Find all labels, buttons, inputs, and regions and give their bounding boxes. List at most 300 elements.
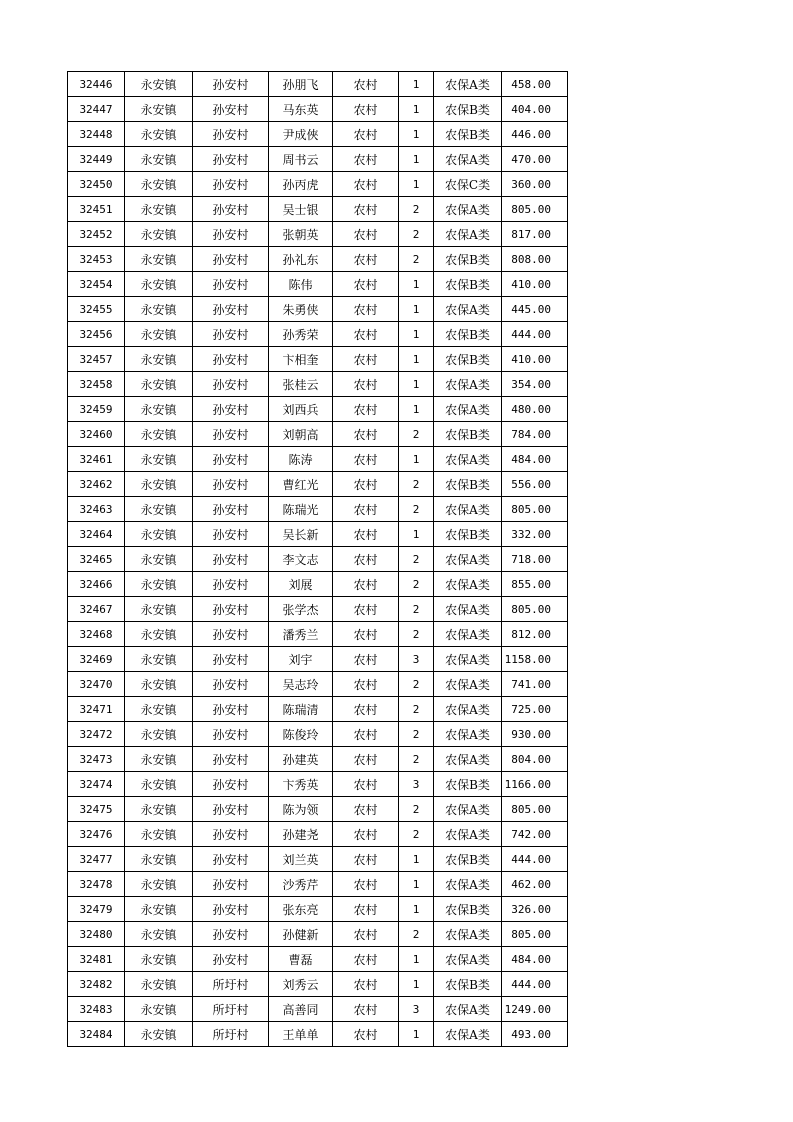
record-id-cell: 32464 [68,522,125,547]
area-type-cell: 农村 [333,72,399,97]
village-cell: 孙安村 [193,197,269,222]
household-size-cell: 1 [399,147,434,172]
table-row [68,597,568,622]
town-cell: 永安镇 [125,272,193,297]
record-id-cell: 32470 [68,672,125,697]
table-row [68,1022,568,1047]
amount-cell: 480.00 [502,397,568,422]
amount-cell: 354.00 [502,372,568,397]
amount-cell: 805.00 [502,197,568,222]
insurance-class-cell: 农保A类 [434,72,502,97]
table-row [68,497,568,522]
area-type-cell: 农村 [333,922,399,947]
insurance-class-cell: 农保B类 [434,272,502,297]
amount-cell: 462.00 [502,872,568,897]
village-cell: 孙安村 [193,847,269,872]
person-name-cell: 陈俊玲 [269,722,333,747]
town-cell: 永安镇 [125,147,193,172]
record-id-cell: 32465 [68,547,125,572]
amount-cell: 725.00 [502,697,568,722]
table-row [68,347,568,372]
record-id-cell: 32461 [68,447,125,472]
household-size-cell: 3 [399,647,434,672]
village-cell: 孙安村 [193,597,269,622]
amount-cell: 718.00 [502,547,568,572]
record-id-cell: 32476 [68,822,125,847]
area-type-cell: 农村 [333,572,399,597]
town-cell: 永安镇 [125,797,193,822]
amount-cell: 484.00 [502,947,568,972]
household-size-cell: 2 [399,922,434,947]
village-cell: 孙安村 [193,522,269,547]
village-cell: 所圩村 [193,1022,269,1047]
area-type-cell: 农村 [333,672,399,697]
amount-cell: 444.00 [502,847,568,872]
household-size-cell: 2 [399,822,434,847]
area-type-cell: 农村 [333,797,399,822]
table-row [68,947,568,972]
person-name-cell: 吴志玲 [269,672,333,697]
insurance-class-cell: 农保A类 [434,822,502,847]
table-row [68,397,568,422]
town-cell: 永安镇 [125,322,193,347]
household-size-cell: 1 [399,272,434,297]
town-cell: 永安镇 [125,747,193,772]
record-id-cell: 32457 [68,347,125,372]
household-size-cell: 1 [399,447,434,472]
record-id-cell: 32472 [68,722,125,747]
record-id-cell: 32459 [68,397,125,422]
village-cell: 孙安村 [193,922,269,947]
table-row [68,147,568,172]
person-name-cell: 孙丙虎 [269,172,333,197]
village-cell: 所圩村 [193,972,269,997]
village-cell: 孙安村 [193,97,269,122]
table-row [68,547,568,572]
table-row [68,922,568,947]
record-id-cell: 32478 [68,872,125,897]
table-row [68,697,568,722]
table-row [68,897,568,922]
amount-cell: 446.00 [502,122,568,147]
record-id-cell: 32482 [68,972,125,997]
household-size-cell: 2 [399,572,434,597]
village-cell: 孙安村 [193,797,269,822]
person-name-cell: 尹成俠 [269,122,333,147]
area-type-cell: 农村 [333,422,399,447]
area-type-cell: 农村 [333,447,399,472]
record-id-cell: 32447 [68,97,125,122]
person-name-cell: 陈为领 [269,797,333,822]
insurance-class-cell: 农保B类 [434,422,502,447]
insurance-class-cell: 农保A类 [434,547,502,572]
amount-cell: 812.00 [502,622,568,647]
village-cell: 孙安村 [193,547,269,572]
area-type-cell: 农村 [333,497,399,522]
town-cell: 永安镇 [125,522,193,547]
table-row [68,197,568,222]
person-name-cell: 孙礼东 [269,247,333,272]
insurance-class-cell: 农保A类 [434,497,502,522]
area-type-cell: 农村 [333,522,399,547]
person-name-cell: 卞秀英 [269,772,333,797]
town-cell: 永安镇 [125,722,193,747]
town-cell: 永安镇 [125,772,193,797]
area-type-cell: 农村 [333,847,399,872]
record-id-cell: 32474 [68,772,125,797]
person-name-cell: 李文志 [269,547,333,572]
table-row [68,672,568,697]
person-name-cell: 曹红光 [269,472,333,497]
insurance-class-cell: 农保A类 [434,872,502,897]
person-name-cell: 卞相奎 [269,347,333,372]
record-id-cell: 32460 [68,422,125,447]
record-id-cell: 32454 [68,272,125,297]
amount-cell: 804.00 [502,747,568,772]
household-size-cell: 2 [399,797,434,822]
area-type-cell: 农村 [333,897,399,922]
record-id-cell: 32480 [68,922,125,947]
insurance-class-cell: 农保A类 [434,197,502,222]
area-type-cell: 农村 [333,722,399,747]
town-cell: 永安镇 [125,947,193,972]
area-type-cell: 农村 [333,547,399,572]
area-type-cell: 农村 [333,872,399,897]
town-cell: 永安镇 [125,347,193,372]
area-type-cell: 农村 [333,172,399,197]
insurance-class-cell: 农保A类 [434,947,502,972]
record-id-cell: 32477 [68,847,125,872]
household-size-cell: 1 [399,347,434,372]
village-cell: 孙安村 [193,497,269,522]
person-name-cell: 王单单 [269,1022,333,1047]
amount-cell: 808.00 [502,247,568,272]
record-id-cell: 32468 [68,622,125,647]
household-size-cell: 1 [399,97,434,122]
insurance-class-cell: 农保A类 [434,722,502,747]
town-cell: 永安镇 [125,597,193,622]
record-id-cell: 32449 [68,147,125,172]
person-name-cell: 陈瑞清 [269,697,333,722]
insurance-class-cell: 农保B类 [434,472,502,497]
village-cell: 孙安村 [193,647,269,672]
household-size-cell: 1 [399,122,434,147]
village-cell: 孙安村 [193,897,269,922]
person-name-cell: 周书云 [269,147,333,172]
person-name-cell: 张学杰 [269,597,333,622]
record-id-cell: 32463 [68,497,125,522]
town-cell: 永安镇 [125,172,193,197]
table-row [68,772,568,797]
town-cell: 永安镇 [125,497,193,522]
town-cell: 永安镇 [125,197,193,222]
amount-cell: 360.00 [502,172,568,197]
village-cell: 孙安村 [193,122,269,147]
household-size-cell: 2 [399,672,434,697]
town-cell: 永安镇 [125,1022,193,1047]
record-id-cell: 32481 [68,947,125,972]
town-cell: 永安镇 [125,547,193,572]
person-name-cell: 陈涛 [269,447,333,472]
area-type-cell: 农村 [333,647,399,672]
table-row [68,322,568,347]
amount-cell: 1166.00 [502,772,568,797]
household-size-cell: 2 [399,747,434,772]
person-name-cell: 曹磊 [269,947,333,972]
record-id-cell: 32473 [68,747,125,772]
insurance-class-cell: 农保B类 [434,347,502,372]
table-row [68,72,568,97]
person-name-cell: 陈伟 [269,272,333,297]
insurance-class-cell: 农保A类 [434,372,502,397]
town-cell: 永安镇 [125,397,193,422]
household-size-cell: 2 [399,547,434,572]
village-cell: 孙安村 [193,722,269,747]
amount-cell: 410.00 [502,272,568,297]
village-cell: 孙安村 [193,347,269,372]
person-name-cell: 陈瑞光 [269,497,333,522]
amount-cell: 1249.00 [502,997,568,1022]
town-cell: 永安镇 [125,222,193,247]
amount-cell: 556.00 [502,472,568,497]
town-cell: 永安镇 [125,672,193,697]
town-cell: 永安镇 [125,372,193,397]
village-cell: 孙安村 [193,222,269,247]
area-type-cell: 农村 [333,297,399,322]
town-cell: 永安镇 [125,847,193,872]
area-type-cell: 农村 [333,997,399,1022]
area-type-cell: 农村 [333,972,399,997]
insurance-class-cell: 农保A类 [434,397,502,422]
insurance-class-cell: 农保B类 [434,897,502,922]
area-type-cell: 农村 [333,947,399,972]
person-name-cell: 刘西兵 [269,397,333,422]
village-cell: 孙安村 [193,872,269,897]
area-type-cell: 农村 [333,472,399,497]
table-row [68,647,568,672]
person-name-cell: 刘兰英 [269,847,333,872]
household-size-cell: 1 [399,897,434,922]
household-size-cell: 2 [399,622,434,647]
area-type-cell: 农村 [333,122,399,147]
amount-cell: 805.00 [502,597,568,622]
record-id-cell: 32479 [68,897,125,922]
amount-cell: 817.00 [502,222,568,247]
town-cell: 永安镇 [125,872,193,897]
household-size-cell: 1 [399,522,434,547]
village-cell: 孙安村 [193,147,269,172]
table-row [68,747,568,772]
town-cell: 永安镇 [125,297,193,322]
table-row [68,797,568,822]
insurance-class-cell: 农保A类 [434,597,502,622]
table-row [68,572,568,597]
household-size-cell: 1 [399,872,434,897]
area-type-cell: 农村 [333,397,399,422]
area-type-cell: 农村 [333,222,399,247]
town-cell: 永安镇 [125,647,193,672]
household-size-cell: 2 [399,247,434,272]
record-id-cell: 32453 [68,247,125,272]
town-cell: 永安镇 [125,122,193,147]
area-type-cell: 农村 [333,272,399,297]
table-row [68,472,568,497]
town-cell: 永安镇 [125,247,193,272]
household-size-cell: 1 [399,397,434,422]
town-cell: 永安镇 [125,572,193,597]
record-id-cell: 32466 [68,572,125,597]
town-cell: 永安镇 [125,97,193,122]
amount-cell: 326.00 [502,897,568,922]
record-id-cell: 32467 [68,597,125,622]
record-id-cell: 32452 [68,222,125,247]
insurance-class-cell: 农保C类 [434,172,502,197]
insurance-class-cell: 农保A类 [434,147,502,172]
person-name-cell: 孙秀荣 [269,322,333,347]
amount-cell: 742.00 [502,822,568,847]
table-row [68,822,568,847]
table-row [68,247,568,272]
amount-cell: 1158.00 [502,647,568,672]
record-id-cell: 32446 [68,72,125,97]
household-size-cell: 3 [399,997,434,1022]
household-size-cell: 1 [399,972,434,997]
town-cell: 永安镇 [125,447,193,472]
household-size-cell: 2 [399,697,434,722]
person-name-cell: 吴士银 [269,197,333,222]
amount-cell: 741.00 [502,672,568,697]
table-row [68,847,568,872]
area-type-cell: 农村 [333,247,399,272]
amount-cell: 445.00 [502,297,568,322]
insurance-class-cell: 农保B类 [434,97,502,122]
table-row [68,722,568,747]
area-type-cell: 农村 [333,747,399,772]
person-name-cell: 张东亮 [269,897,333,922]
insurance-class-cell: 农保A类 [434,222,502,247]
insurance-class-cell: 农保B类 [434,247,502,272]
amount-cell: 444.00 [502,322,568,347]
record-id-cell: 32458 [68,372,125,397]
person-name-cell: 刘朝高 [269,422,333,447]
amount-cell: 493.00 [502,1022,568,1047]
amount-cell: 805.00 [502,797,568,822]
household-size-cell: 1 [399,297,434,322]
village-cell: 孙安村 [193,822,269,847]
area-type-cell: 农村 [333,772,399,797]
table-body [68,72,568,1047]
insurance-class-cell: 农保A类 [434,647,502,672]
village-cell: 孙安村 [193,772,269,797]
insurance-class-cell: 农保A类 [434,572,502,597]
amount-cell: 805.00 [502,497,568,522]
insurance-class-cell: 农保A类 [434,797,502,822]
person-name-cell: 张桂云 [269,372,333,397]
village-cell: 孙安村 [193,747,269,772]
town-cell: 永安镇 [125,822,193,847]
town-cell: 永安镇 [125,622,193,647]
village-cell: 孙安村 [193,572,269,597]
area-type-cell: 农村 [333,597,399,622]
person-name-cell: 张朝英 [269,222,333,247]
person-name-cell: 刘展 [269,572,333,597]
area-type-cell: 农村 [333,697,399,722]
insurance-class-cell: 农保B类 [434,522,502,547]
insurance-class-cell: 农保B类 [434,772,502,797]
village-cell: 孙安村 [193,322,269,347]
area-type-cell: 农村 [333,622,399,647]
household-size-cell: 1 [399,1022,434,1047]
village-cell: 孙安村 [193,947,269,972]
area-type-cell: 农村 [333,372,399,397]
insurance-class-cell: 农保A类 [434,697,502,722]
area-type-cell: 农村 [333,147,399,172]
person-name-cell: 吴长新 [269,522,333,547]
amount-cell: 444.00 [502,972,568,997]
village-cell: 孙安村 [193,72,269,97]
insurance-class-cell: 农保A类 [434,747,502,772]
village-cell: 孙安村 [193,172,269,197]
person-name-cell: 高善同 [269,997,333,1022]
person-name-cell: 朱勇侠 [269,297,333,322]
area-type-cell: 农村 [333,322,399,347]
town-cell: 永安镇 [125,922,193,947]
amount-cell: 855.00 [502,572,568,597]
village-cell: 孙安村 [193,297,269,322]
village-cell: 孙安村 [193,422,269,447]
area-type-cell: 农村 [333,347,399,372]
amount-cell: 805.00 [502,922,568,947]
record-id-cell: 32475 [68,797,125,822]
area-type-cell: 农村 [333,97,399,122]
record-id-cell: 32456 [68,322,125,347]
person-name-cell: 孙朋飞 [269,72,333,97]
person-name-cell: 马东英 [269,97,333,122]
household-size-cell: 1 [399,172,434,197]
record-id-cell: 32462 [68,472,125,497]
village-cell: 孙安村 [193,247,269,272]
insurance-class-cell: 农保B类 [434,322,502,347]
village-cell: 所圩村 [193,997,269,1022]
record-id-cell: 32451 [68,197,125,222]
table-row [68,522,568,547]
table-row [68,872,568,897]
area-type-cell: 农村 [333,822,399,847]
person-name-cell: 孙建尧 [269,822,333,847]
table-row [68,997,568,1022]
household-size-cell: 2 [399,222,434,247]
insurance-class-cell: 农保A类 [434,297,502,322]
village-cell: 孙安村 [193,672,269,697]
insurance-class-cell: 农保A类 [434,1022,502,1047]
household-size-cell: 3 [399,772,434,797]
insurance-class-cell: 农保A类 [434,997,502,1022]
town-cell: 永安镇 [125,972,193,997]
person-name-cell: 刘宇 [269,647,333,672]
town-cell: 永安镇 [125,997,193,1022]
village-cell: 孙安村 [193,397,269,422]
person-name-cell: 沙秀芹 [269,872,333,897]
table-row [68,97,568,122]
insurance-class-cell: 农保B类 [434,122,502,147]
data-table [67,71,568,1047]
town-cell: 永安镇 [125,472,193,497]
record-id-cell: 32450 [68,172,125,197]
record-id-cell: 32448 [68,122,125,147]
person-name-cell: 潘秀兰 [269,622,333,647]
record-id-cell: 32455 [68,297,125,322]
household-size-cell: 1 [399,947,434,972]
